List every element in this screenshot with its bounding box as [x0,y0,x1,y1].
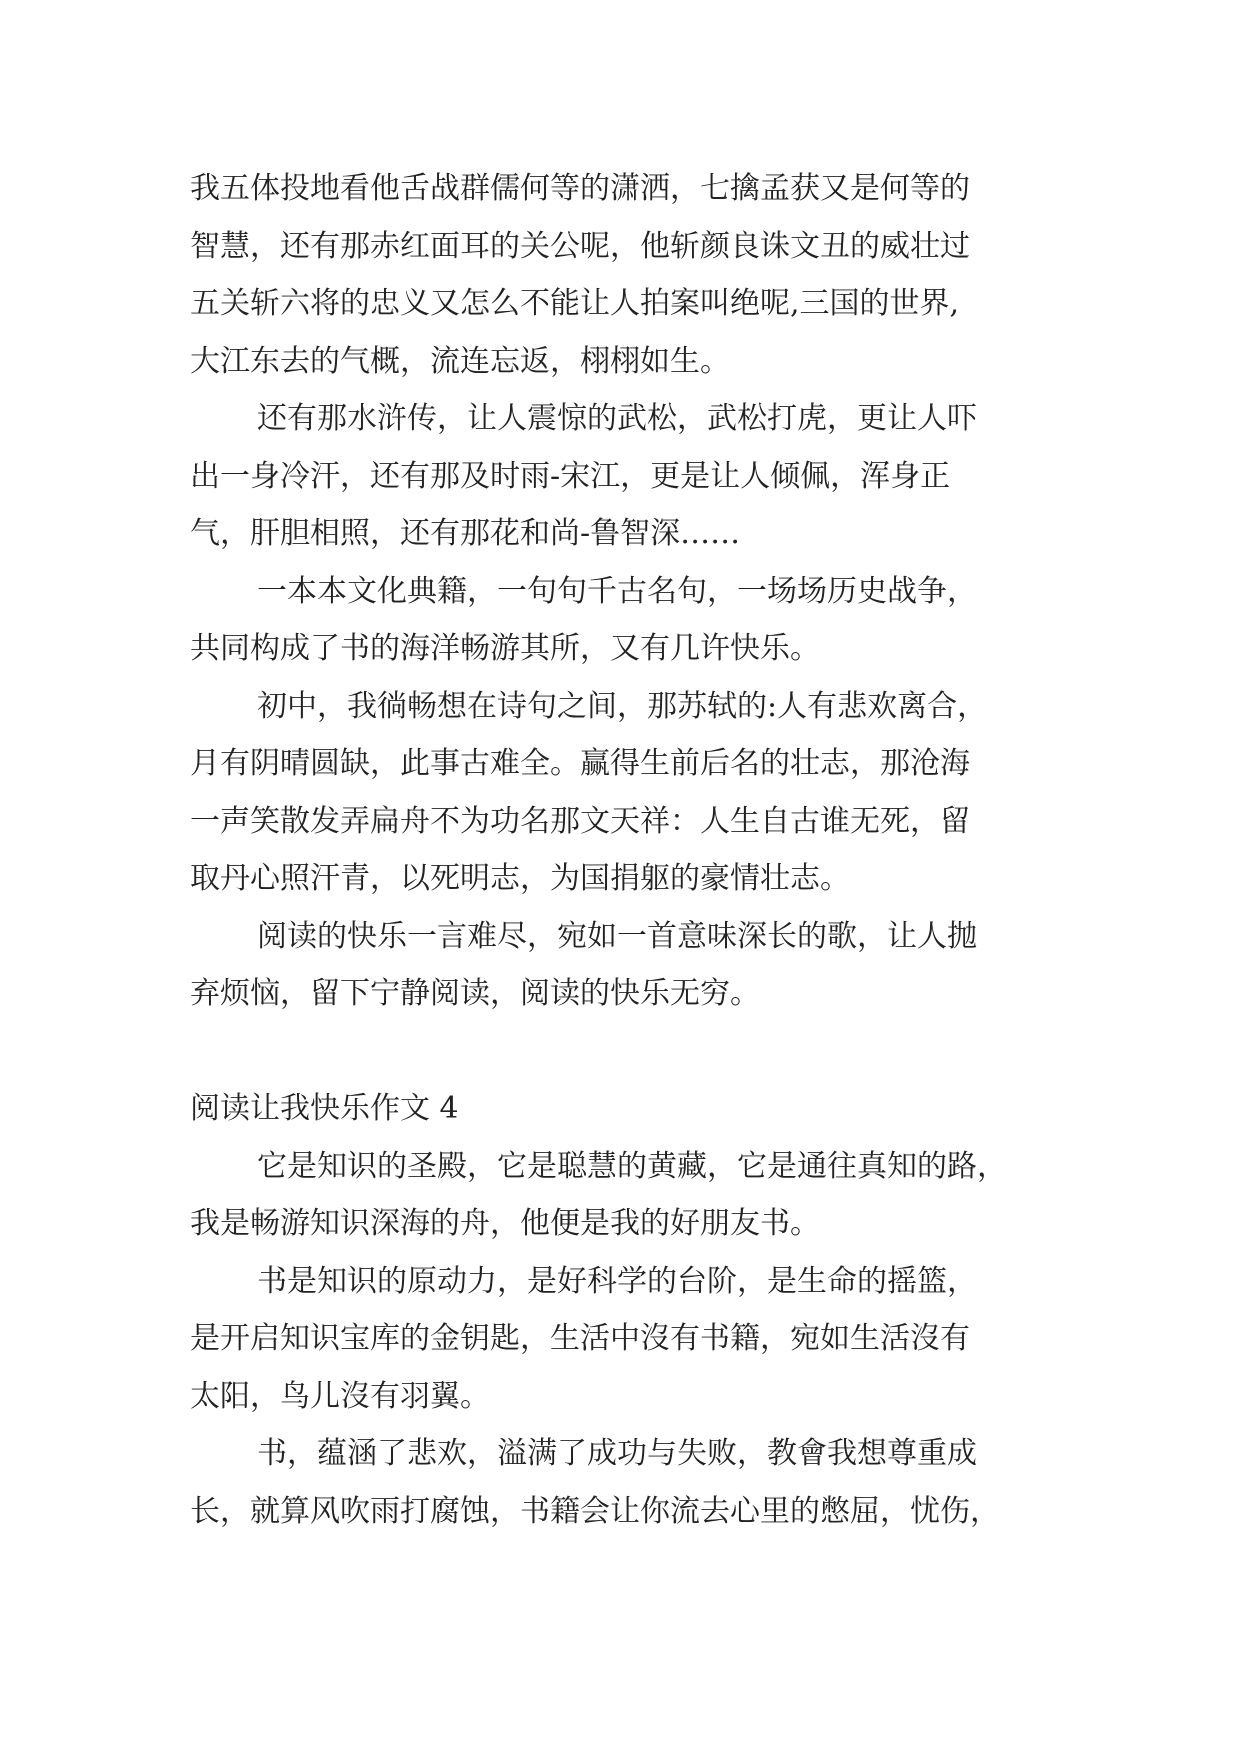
text-line: 书，蕴涵了悲欢，溢满了成功与失败，教會我想尊重成 [257,1436,977,1471]
text-line: 还有那水浒传，让人震惊的武松，武松打虎，更让人吓 [257,401,977,436]
paragraph-books-motive-power [190,1253,1090,1426]
section-spacer [190,1023,1090,1081]
text-line: 月有阴晴圆缺，此事古难全。赢得生前后名的壮志，那沧海 [190,746,970,781]
text-line: 一本本文化典籍，一句句千古名句，一场场历史战争， [257,573,977,609]
text-line: 是开启知识宝库的金钥匙，生活中沒有书籍，宛如生活沒有 [190,1321,970,1356]
text-line: 太阳，鸟儿沒有羽翼。 [190,1378,490,1414]
paragraph-books-contain-joy-sorrow [190,1425,1090,1540]
paragraph-three-kingdoms [190,160,1090,390]
text-line: 取丹心照汗青，以死明志，为国捐躯的豪情壮志。 [190,861,850,896]
section-heading: 阅读让我快乐作文 4 [190,1091,459,1126]
paragraph-temple-of-knowledge [190,1138,1090,1253]
text-line: 智慧，还有那赤红面耳的关公呢，他斩颜良诛文丑的威壮过 [190,228,970,264]
document-body [190,160,1090,1540]
text-line: 出一身冷汗，还有那及时雨-宋江，更是让人倾佩，浑身正 [190,458,951,494]
text-line: 我是畅游知识深海的舟，他便是我的好朋友书。 [190,1206,820,1241]
text-line: 我五体投地看他舌战群儒何等的潇洒，七擒孟获又是何等的 [190,171,970,206]
text-line: 长，就算风吹雨打腐蚀，书籍会让你流去心里的憋屈，忧伤， [190,1493,1000,1529]
text-line: 共同构成了书的海洋畅游其所，又有几许快乐。 [190,631,820,666]
paragraph-classics [190,563,1090,678]
text-line: 大江东去的气概，流连忘返，栩栩如生。 [190,343,730,379]
paragraph-joy-of-reading [190,908,1090,1023]
text-line: 它是知识的圣殿，它是聪慧的黄藏，它是通往真知的路， [257,1148,1007,1184]
text-line: 五关斩六将的忠义又怎么不能让人拍案叫绝呢,三国的世界, [190,286,960,321]
text-line: 气，肝胆相照，还有那花和尚-鲁智深…… [190,516,741,551]
text-line: 弃烦恼，留下宁静阅读，阅读的快乐无穷。 [190,976,760,1011]
text-line: 一声笑散发弄扁舟不为功名那文天祥：人生自古谁无死，留 [190,803,970,839]
text-line: 书是知识的原动力，是好科学的台阶，是生命的摇篮， [257,1263,977,1299]
paragraph-water-margin [190,390,1090,563]
paragraph-poetry [190,678,1090,908]
text-line: 阅读的快乐一言难尽，宛如一首意味深长的歌，让人抛 [257,918,977,954]
text-line: 初中，我徜畅想在诗句之间，那苏轼的:人有悲欢离合， [257,688,988,724]
